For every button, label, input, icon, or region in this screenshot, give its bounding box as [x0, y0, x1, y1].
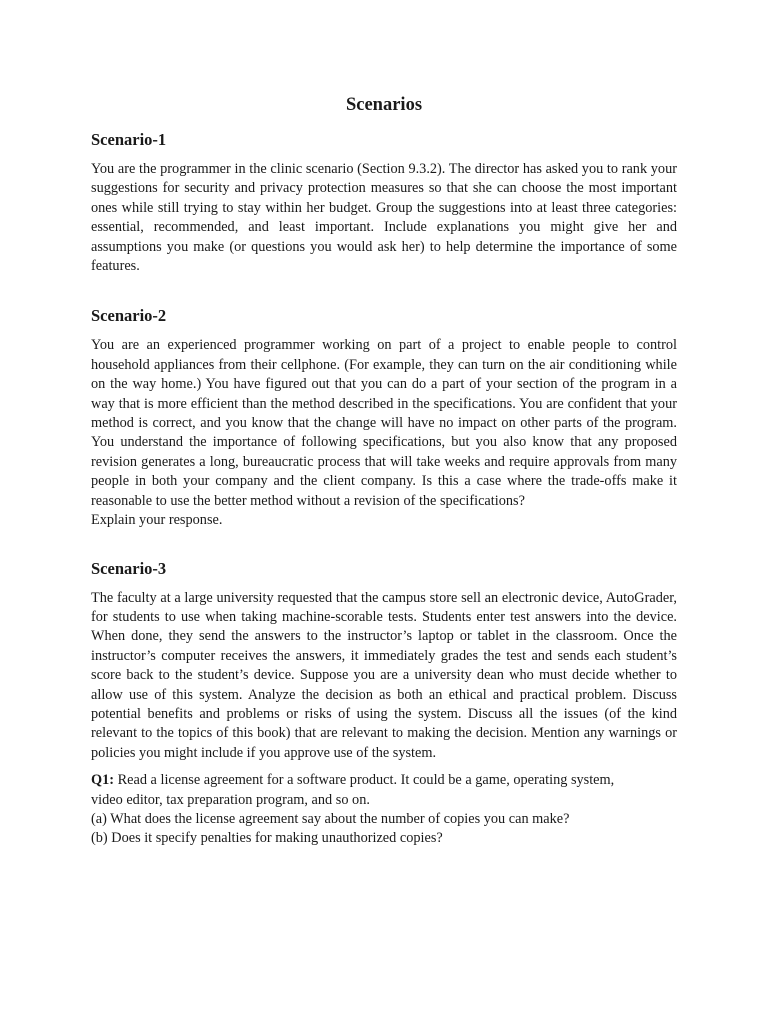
section-spacer: [91, 763, 677, 771]
question-part-b: (b) Does it specify penalties for making unauthorized copies?: [91, 830, 443, 847]
scenario-1-heading: Scenario-1: [91, 130, 167, 149]
question-line-1: [91, 771, 677, 790]
question-section: [91, 771, 677, 849]
question-line-2: video editor, tax preparation program, and so on.: [91, 791, 370, 808]
question-text: Read a license agreement for a software product. It could be a game, operating system,: [114, 772, 615, 789]
page-title: Scenarios: [345, 95, 423, 115]
question-part-a: (a) What does the license agreement say about the number of copies you can make?: [91, 810, 570, 827]
scenario-3-heading: Scenario-3: [91, 558, 167, 578]
scenario-2-body: You are an experienced programmer working on part of a project to enable people to control household appliances from their cellphone. (For example, they can turn on the air conditioning while on the way home.) You have figured out that you can do a part of your section of the program in a way that is more efficient than the method described in the specifications. You are confident that your method is correct, and you know that the change will have no impact on other parts of the program. You understand the importance of following specifications, but you also know that any proposed revision generates a long, bureaucratic process that will take weeks and require approvals from many people in both your company and the client company. Is this a case where the trade-offs make it reasonable to use the better method without a revision of the specifications?: [91, 337, 677, 509]
scenario-1-body: You are the programmer in the clinic scenario (Section 9.3.2). The director has asked you to rank your suggestions for security and privacy protection measures so that she can choose the most important ones while still trying to stay within her budget. Group the suggestions into at least three categories: essential, recommended, and least important. Include explanations you might give her and assumptions you make (or questions you would ask her) to help determine the importance of some features.: [91, 161, 677, 275]
scenario-2-heading: Scenario-2: [91, 306, 167, 326]
section-spacer: [91, 276, 677, 306]
question-label: Q1:: [91, 772, 115, 789]
scenario-3-section: [91, 559, 677, 764]
section-spacer: [91, 531, 677, 559]
scenario-2-section: [91, 306, 677, 530]
scenario-3-body: The faculty at a large university requested that the campus store sell an electronic device, AutoGrader, for students to use when taking machine-scorable tests. Students enter test answers into the device. When done, they send the answers to the instructor’s laptop or tablet in the classroom. Once the instructor’s computer receives the answers, it immediately grades the test and sends each student’s score back to the student’s device. Suppose you are a university dean who must decide whether to allow use of this system. Analyze the decision as both an ethical and practical problem. Discuss potential benefits and problems or risks of using the system. Discuss all the issues (of the kind relevant to the topics of this book) that are relevant to making the decision. Mention any warnings or policies you might include if you approve use of the system.: [91, 589, 677, 761]
scenario-2-extra: Explain your response.: [91, 512, 223, 529]
scenario-1-section: [91, 130, 677, 276]
